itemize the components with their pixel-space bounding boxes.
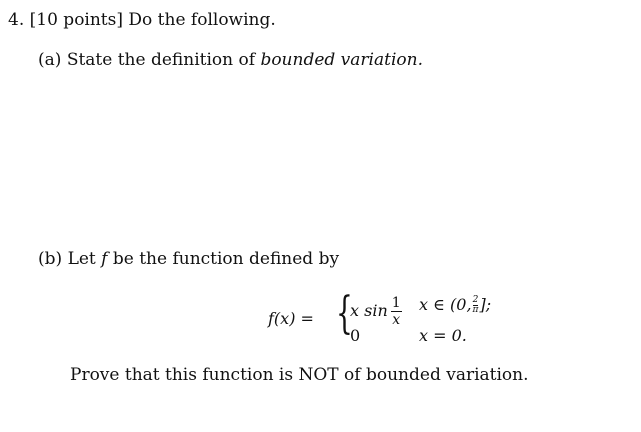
- case-1-cond-pre: x ∈ (0,: [419, 295, 472, 314]
- problem-heading: [8, 12, 276, 29]
- left-brace: {: [336, 288, 353, 339]
- problem-number: 4.: [8, 10, 25, 30]
- part-b-var: f: [101, 249, 108, 269]
- problem-instruction: Do the following.: [128, 10, 276, 30]
- part-b-label: (b): [38, 249, 63, 269]
- case-1-cond-fraction: [473, 296, 479, 315]
- case-1-frac-num: 1: [391, 295, 401, 311]
- conclusion-text: Prove that this function is NOT of bounded variation.: [70, 365, 529, 385]
- formula-case-1: [350, 296, 402, 327]
- case-2-condition: x = 0.: [419, 326, 467, 345]
- case-1-cond-post: ];: [479, 295, 492, 314]
- part-a-term: bounded variation.: [260, 50, 423, 70]
- case-2-expression: 0: [350, 326, 361, 345]
- piecewise-formula: [268, 286, 518, 348]
- case-1-fraction: [391, 296, 402, 327]
- part-a: [38, 52, 423, 69]
- formula-lhs: f(x) =: [268, 309, 314, 328]
- problem-points: [10 points]: [29, 10, 123, 30]
- part-a-text: State the definition of: [66, 50, 256, 70]
- part-b-text-before: Let: [67, 249, 96, 269]
- case-1-condition: [419, 296, 491, 315]
- case-1-cond-frac-den: π: [472, 305, 479, 315]
- case-1-expression: x sin: [350, 301, 388, 320]
- part-a-label: (a): [38, 50, 62, 70]
- part-b: [38, 251, 339, 268]
- part-b-text-after: be the function defined by: [112, 249, 340, 269]
- case-1-cond-frac-num: 2: [472, 295, 479, 305]
- case-1-frac-den: x: [392, 312, 401, 328]
